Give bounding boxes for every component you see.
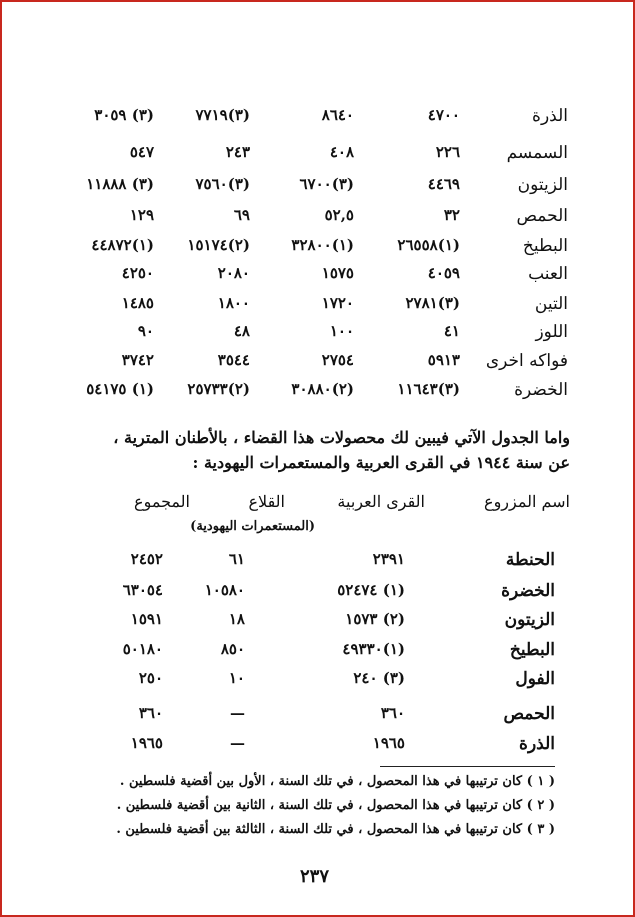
table-cell: ٣٢ [443, 206, 460, 224]
table-cell: ٣٥٤٤ [217, 351, 250, 369]
table-cell: ١٩٦٥ [372, 734, 405, 752]
table-cell: ١٤٨٥ [121, 294, 154, 312]
footnote: ( ٢ ) كان ترتيبها في هذا المحصول ، في تلك السنة ، الثانية بين أقضية فلسطين . [116, 798, 555, 813]
table-cell: (١) ٥٢٤٧٤ [337, 581, 405, 599]
table-cell: (٣)٦٧٠٠ [299, 175, 354, 193]
table-row [100, 581, 555, 607]
table-cell: ٣٧٤٢ [121, 351, 154, 369]
table-cell: ٢٧٥٤ [321, 351, 354, 369]
table-cell: ٤٤٦٩ [427, 175, 460, 193]
footnote-divider [380, 766, 555, 767]
table-cell: — [230, 734, 245, 752]
page-number: ٢٣٧ [300, 866, 330, 887]
column-header: اسم المزروع [484, 492, 570, 511]
table-cell: ٤٠٥٩ [427, 264, 460, 282]
table-cell: ٤٧٠٠ [427, 106, 460, 124]
table-cell: ١٢٩ [129, 206, 154, 224]
table-cell: (٣) ٣٠٥٩ [94, 106, 154, 124]
crop-name: الذرة [532, 106, 568, 126]
table-cell: ١٠ [228, 669, 245, 687]
crop-name: الزيتون [504, 610, 555, 630]
column-header: القرى العربية [337, 492, 425, 511]
crop-name: الخضرة [514, 380, 568, 400]
table-cell: ١٨٠٠ [217, 294, 250, 312]
table-row [86, 380, 568, 406]
table-cell: ٣٦٠ [380, 704, 405, 722]
table-cell: (١)٤٩٣٣٠ [342, 640, 405, 658]
crop-name: الفول [515, 669, 555, 689]
table-row [100, 610, 555, 636]
table-cell: ٢٢٦ [435, 143, 460, 161]
table-row [100, 669, 555, 695]
table-cell: ١٩٦٥ [130, 734, 163, 752]
body-paragraph-line: واما الجدول الآتي فيبين لك محصولات هذا القضاء ، بالأطنان المترية ، [113, 428, 570, 447]
table-cell: ١٥٩١ [130, 610, 163, 628]
table-cell: (٣)٢٧٨١ [405, 294, 460, 312]
table-cell: ٦٣٠٥٤ [122, 581, 163, 599]
table-cell: (٢) ١٥٧٣ [345, 610, 405, 628]
footnote: ( ١ ) كان ترتيبها في هذا المحصول ، في تلك السنة ، الأول بين أقضية فلسطين . [119, 774, 555, 789]
table-cell: ٥٢,٥ [324, 206, 354, 224]
crop-name: الحمص [516, 206, 568, 226]
crop-name: الذرة [519, 734, 555, 754]
table-cell: ٢٥٠ [138, 669, 163, 687]
table-cell: (٣)٧٧١٩ [195, 106, 250, 124]
table-row [90, 264, 568, 290]
table-cell: ٨٦٤٠ [321, 106, 354, 124]
table-row [86, 175, 568, 201]
table-cell: ٣٦٠ [138, 704, 163, 722]
table-cell: ٦١ [228, 550, 245, 568]
table-cell: (٣) ١١٨٨٨ [86, 175, 154, 193]
table-row [100, 640, 555, 666]
footnote: ( ٣ ) كان ترتيبها في هذا المحصول ، في تلك السنة ، الثالثة بين أقضية فلسطين . [116, 822, 555, 837]
table-row [90, 351, 568, 377]
crop-name: التين [534, 294, 568, 314]
crop-name: الحنطة [505, 550, 555, 570]
table-cell: ١٠٥٨٠ [204, 581, 245, 599]
table-cell: ٥٩١٣ [427, 351, 460, 369]
table-row [90, 322, 568, 348]
table-cell: (٣) ٢٤٠ [353, 669, 405, 687]
table-cell: (٢)١٥١٧٤ [187, 236, 250, 254]
table-row [100, 734, 555, 760]
table-cell: ٦٩ [233, 206, 250, 224]
crop-name: البطيخ [522, 236, 568, 256]
table-cell: ٢٤٥٢ [130, 550, 163, 568]
table-row [90, 206, 568, 232]
table-cell: ١٨ [228, 610, 245, 628]
table-row [90, 294, 568, 320]
table-cell: ٤٨ [233, 322, 250, 340]
table-cell: ٢٤٣ [225, 143, 250, 161]
crop-name: البطيخ [509, 640, 555, 660]
table-cell: (٢)٢٥٧٣٣ [187, 380, 250, 398]
crop-name: العنب [528, 264, 568, 284]
crop-name: الخضرة [501, 581, 555, 601]
column-header: المجموع [134, 492, 190, 511]
table-cell: ٥٤٧ [129, 143, 154, 161]
table-cell: ٤٠٨ [329, 143, 354, 161]
table-cell: ٢٠٨٠ [217, 264, 250, 282]
crop-name: الزيتون [517, 175, 568, 195]
column-header: القلاع [248, 492, 285, 511]
table-row [90, 143, 568, 169]
table-cell: (١) ٥٤١٧٥ [86, 380, 154, 398]
table-cell: ٤٢٥٠ [121, 264, 154, 282]
table-cell: ١٧٢٠ [321, 294, 354, 312]
table-cell: ٥٠١٨٠ [122, 640, 163, 658]
table-cell: (١)٢٦٥٥٨ [397, 236, 460, 254]
table-cell: (١)٣٢٨٠٠ [291, 236, 354, 254]
table-row [100, 550, 555, 576]
table-cell: (١)٤٤٨٧٢ [91, 236, 154, 254]
table-cell: ٢٣٩١ [372, 550, 405, 568]
body-paragraph-line: عن سنة ١٩٤٤ في القرى العربية والمستعمرات اليهودية : [192, 453, 570, 472]
table-row [100, 704, 555, 730]
column-subheader: (المستعمرات اليهودية) [190, 519, 315, 534]
crop-name: السمسم [506, 143, 568, 163]
table-row [90, 106, 568, 132]
table-cell: ١٥٧٥ [321, 264, 354, 282]
crop-name: اللوز [535, 322, 568, 342]
table-cell: ١٠٠ [329, 322, 354, 340]
table-cell: — [230, 704, 245, 722]
crop-name: الحمص [503, 704, 555, 724]
table-cell: (٣)٧٥٦٠ [195, 175, 250, 193]
table-cell: (٢)٣٠٨٨٠ [291, 380, 354, 398]
table-cell: ٨٥٠ [220, 640, 245, 658]
table-row [90, 236, 568, 262]
table-cell: ٩٠ [137, 322, 154, 340]
crop-name: فواكه اخرى [485, 351, 568, 371]
table-cell: (٣)١١٦٤٣ [397, 380, 460, 398]
table-cell: ٤١ [443, 322, 460, 340]
